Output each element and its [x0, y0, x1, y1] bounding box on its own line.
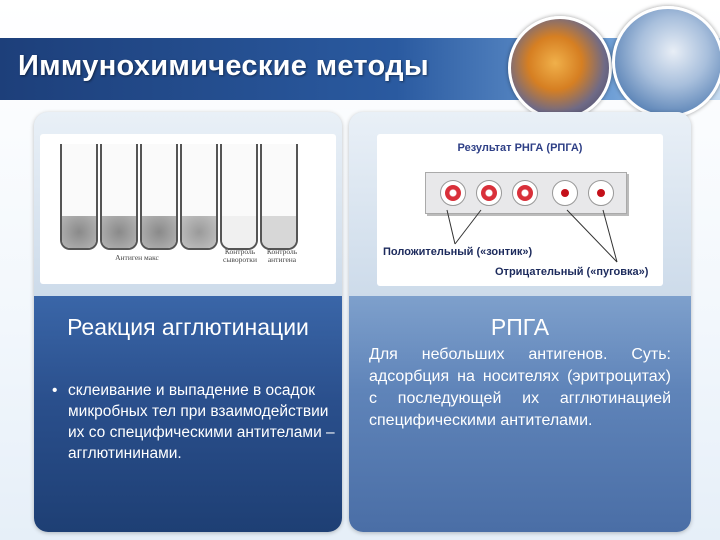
rpga-figure-title: Результат РНГА (РПГА) [457, 142, 583, 154]
test-tubes-figure [40, 134, 336, 284]
test-tube [220, 144, 258, 250]
bullet-icon: • [52, 382, 58, 399]
test-tube [180, 144, 218, 250]
pills-photo [508, 16, 612, 120]
label-control-antigen: Контроль антигена [266, 247, 298, 264]
rpga-body-text: Для небольших антигенов. Суть: адсорбция на носителях (эритроцитах) с последующей их агглютинацией специфическими антителами. [369, 346, 671, 429]
agglutination-figure-area [34, 112, 342, 296]
test-tube [60, 144, 98, 250]
rpga-heading: РПГА [490, 314, 550, 340]
lab-photo [612, 6, 720, 118]
agglutination-bullet-text: склеивание и выпадение в осадок микробных тел при взаимодействии их со специфическими антителами –агглютининами. [68, 382, 335, 462]
agglutination-heading: Реакция агглютинации [67, 314, 309, 340]
label-control-serum: Контроль сыворотки [223, 247, 257, 264]
test-tube [140, 144, 178, 250]
rpga-figure [377, 134, 663, 286]
test-tube [260, 144, 298, 250]
label-antigen: Антиген макс [115, 253, 159, 262]
positive-label: Положительный («зонтик») [383, 246, 533, 258]
rpga-figure-area [349, 112, 691, 296]
negative-label: Отрицательный («пуговка») [495, 266, 649, 278]
rpga-panel [349, 112, 691, 532]
test-tube [100, 144, 138, 250]
slide-title: Иммунохимические методы [18, 50, 429, 82]
test-tubes [60, 144, 316, 252]
pointer-arrows [377, 134, 663, 286]
agglutination-panel [34, 112, 342, 532]
